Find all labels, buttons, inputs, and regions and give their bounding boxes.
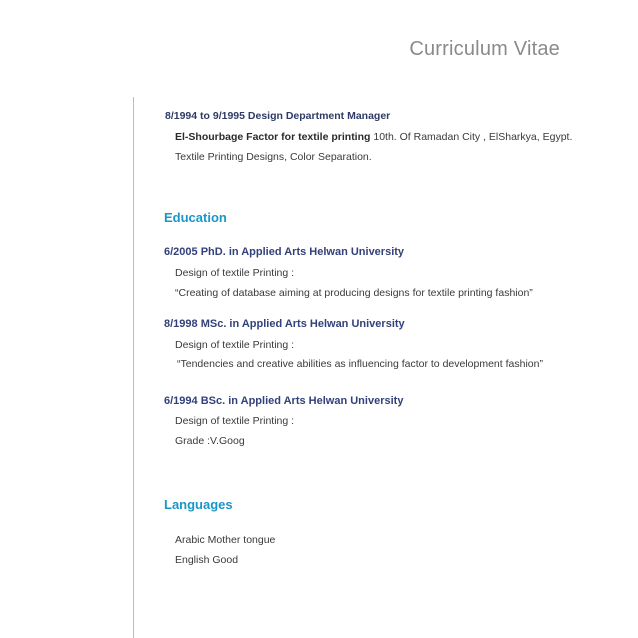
degree-subject-bsc: Design of textile Printing : [175, 415, 295, 427]
degree-grade-bsc: Grade :V.Goog [175, 435, 245, 447]
degree-thesis-phd: “Creating of database aiming at producing designs for textile printing fashion” [175, 287, 533, 299]
job-duties: Textile Printing Designs, Color Separation. [175, 151, 372, 163]
vertical-divider [133, 97, 134, 638]
language-item: English Good [175, 554, 239, 566]
degree-title-bsc: 6/1994 BSc. in Applied Arts Helwan University [164, 395, 404, 407]
employer-location: 10th. Of Ramadan City , ElSharkya, Egypt. [370, 131, 573, 143]
language-item: Arabic Mother tongue [175, 534, 276, 546]
degree-title-phd: 6/2005 PhD. in Applied Arts Helwan University [164, 246, 405, 258]
degree-subject-msc: Design of textile Printing : [175, 339, 295, 351]
languages-heading: Languages [164, 497, 233, 512]
degree-title-msc: 8/1998 MSc. in Applied Arts Helwan University [164, 318, 405, 330]
degree-thesis-msc: “Tendencies and creative abilities as influencing factor to development fashion” [177, 358, 543, 370]
degree-subject-phd: Design of textile Printing : [175, 267, 295, 279]
education-heading: Education [164, 210, 227, 225]
job-title: 8/1994 to 9/1995 Design Department Manager [165, 110, 391, 122]
employer-line [175, 131, 572, 143]
page-title: Curriculum Vitae [409, 38, 560, 60]
employer-name: El-Shourbage Factor for textile printing [175, 131, 371, 143]
